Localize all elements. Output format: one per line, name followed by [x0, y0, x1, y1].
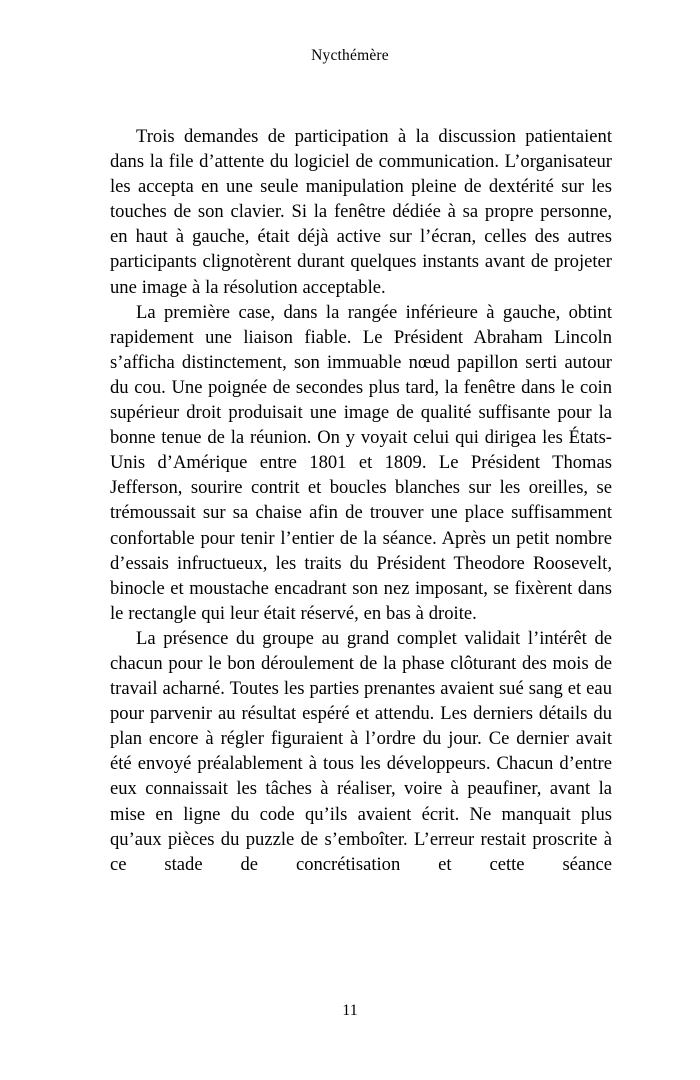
paragraph: La première case, dans la rangée inférieure à gauche, obtint rapidement une liaison fiable. Le Président Abraham Lincoln s’afficha distinctement, son immuable nœud papillon serti autour du cou. Une poignée de secondes plus tard, la fenêtre dans le coin supérieur droit produisait une image de qualité suffisante pour la bonne tenue de la réunion. On y voyait celui qui dirigea les États-Unis d’Amérique entre 1801 et 1809. Le Président Thomas Jefferson, sourire contrit et boucles blanches sur les oreilles, se trémoussait sur sa chaise afin de trouver une place suffisamment confortable pour tenir l’entier de la séance. Après un petit nombre d’essais infructueux, les traits du Président Theodore Roosevelt, binocle et moustache encadrant son nez imposant, se fixèrent dans le rectangle qui leur était réservé, en bas à droite. — [110, 301, 612, 624]
page-number: 11 — [342, 1002, 358, 1019]
paragraph: Trois demandes de participation à la discussion patientaient dans la file d’attente du logiciel de communication. L’organisateur les accepta en une seule manipulation pleine de dextérité sur les touches de son clavier. Si la fenêtre dédiée à sa propre personne, en haut à gauche, était déjà active sur l’écran, celles des autres participants clignotèrent durant quelques instants avant de projeter une image à la résolution acceptable. — [110, 126, 612, 298]
body-text — [110, 124, 612, 877]
running-head: Nycthémère — [311, 47, 389, 64]
paragraph: La présence du groupe au grand complet validait l’intérêt de chacun pour le bon déroulement de la phase clôturant des mois de travail acharné. Toutes les parties prenantes avaient sué sang et eau pour parvenir au résultat espéré et attendu. Les derniers détails du plan encore à régler figuraient à l’ordre du jour. Ce dernier avait été envoyé préalablement à tous les développeurs. Chacun d’entre eux connaissait les tâches à réaliser, voire à peaufiner, avant la mise en ligne du code qu’ils avaient écrit. Ne manquait plus qu’aux pièces du puzzle de s’emboîter. L’erreur restait proscrite à ce stade de concrétisation et cette séance — [110, 627, 612, 875]
